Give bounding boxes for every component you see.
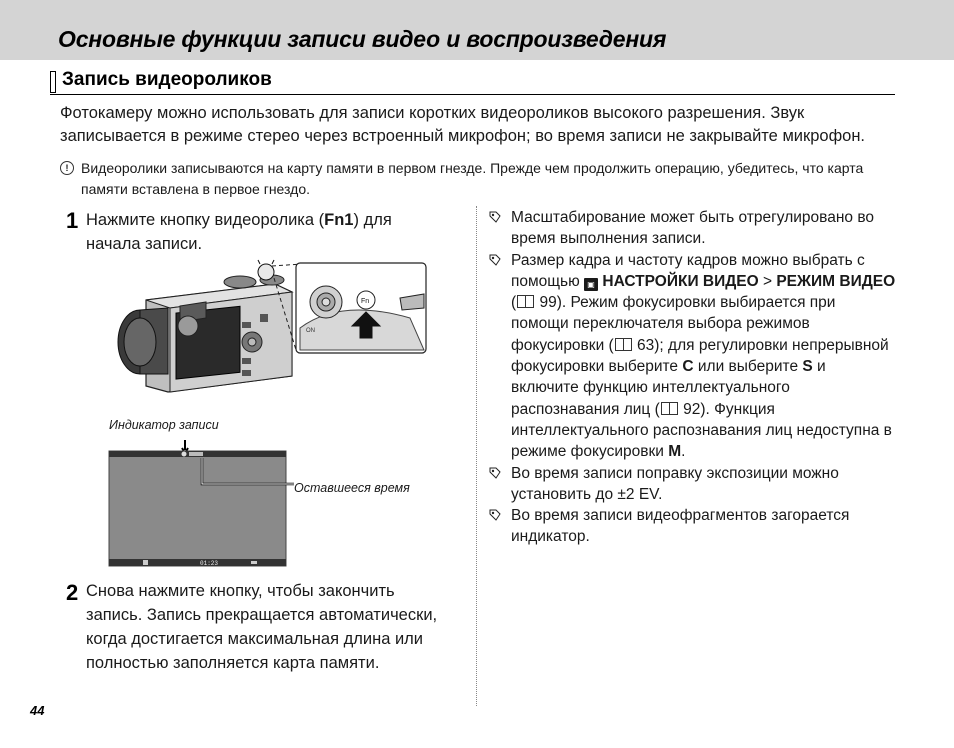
intro-paragraph: Фотокамеру можно использовать для записи коротких видеороликов высокого разрешения. Звук записывается в режиме стерео через встроенный микрофон; во время записи не закрывайте микрофон. — [60, 104, 866, 145]
tip-frame-size-text-7: . — [681, 443, 686, 461]
movie-menu-icon: ▣ — [584, 278, 598, 291]
tip-exposure — [489, 463, 897, 506]
recording-indicator-caption: Индикатор записи — [109, 418, 219, 432]
tip-zoom-text: Масштабирование может быть отрегулировано во время выполнения записи. — [511, 209, 874, 248]
tip-frame-size-text-3: ); для регулировки непрерывной фокусировки выберите — [511, 336, 889, 376]
step-1-text — [86, 208, 444, 256]
focus-mode-s: S — [802, 358, 813, 376]
remaining-time-caption: Оставшееся время — [294, 481, 410, 495]
tips-list — [489, 207, 897, 548]
tip-frame-size-text-5: и включите функцию интеллектуального распознавания лиц ( — [511, 358, 826, 418]
page-ref-icon — [517, 295, 534, 308]
page-number: 44 — [30, 703, 45, 718]
menu-movie-mode: РЕЖИМ ВИДЕО — [776, 272, 896, 290]
zoomed-inset — [296, 263, 426, 353]
section-marker — [50, 71, 56, 93]
focus-mode-m: M — [668, 443, 682, 461]
tip-icon — [489, 254, 501, 266]
tip-frame-size-text-6: ). Функция интеллектуального распознавания лиц недоступна в режиме фокусировки — [511, 400, 892, 461]
tip-frame-size: Размер кадра и частоту кадров можно выбрать с помощью ▣ НАСТРОЙКИ ВИДЕО > РЕЖИМ ВИДЕО ( 99). Режим фокусировки выбирается при помощи переключателя выбора режимов фокусировки ( 63); для регулировки непрерывной фокусировки выберите C или выберите S и включите функцию интеллектуального распознавания лиц ( 92). Функция интеллектуального распознавания лиц недоступна в режиме фокусировки M. — [489, 250, 897, 463]
page-ref-99: 99 — [539, 294, 557, 312]
tip-frame-size-text-1: Размер кадра и частоту кадров можно выбрать с помощью — [511, 251, 865, 290]
column-divider — [476, 206, 477, 706]
step-1-number: 1 — [66, 208, 79, 233]
tip-icon — [489, 467, 501, 479]
tip-exposure-text: Во время записи поправку экспозиции можно установить до ±2 EV. — [511, 464, 839, 503]
lcd-screen-illustration — [108, 438, 298, 590]
page-ref-63: 63 — [637, 336, 655, 354]
tip-icon — [489, 509, 501, 521]
chapter-title: Основные функции записи видео и воспроизведения — [58, 26, 667, 52]
lcd-remaining-time: 01:23 — [200, 560, 219, 567]
camera-illustration — [110, 258, 430, 398]
page-ref-icon — [661, 402, 678, 415]
caution-note-text: Видеоролики записываются на карту памяти в первом гнезде. Прежде чем продолжить операцию, убедитесь, что карта памяти вставлена в первое гнездо. — [81, 160, 864, 197]
focus-mode-c: C — [682, 358, 694, 376]
shutter-dial — [224, 276, 256, 288]
section-title: Запись видеороликов — [62, 69, 272, 90]
fn-button-label: Fn — [361, 298, 370, 305]
page-ref-icon — [615, 338, 632, 351]
camera-lens — [118, 308, 168, 374]
step-1-text-before: Нажмите кнопку видеоролика ( — [86, 211, 325, 229]
dial-on-label: ON — [306, 328, 315, 334]
step-2-text: Снова нажмите кнопку, чтобы закончить запись. Запись прекращается автоматически, когда достигается максимальная длина или полностью заполняется карта памяти. — [86, 582, 438, 672]
menu-movie-setup: НАСТРОЙКИ ВИДЕО — [602, 272, 759, 290]
fn1-button — [258, 264, 274, 280]
tip-indicator-text: Во время записи видеофрагментов загорается индикатор. — [511, 507, 850, 546]
recording-dot-icon — [182, 452, 187, 457]
caution-note — [60, 158, 900, 200]
tip-zoom — [489, 207, 897, 250]
step-1-text-after: ) для начала записи. — [86, 211, 392, 253]
tip-frame-size-text-4: или выберите — [693, 358, 803, 376]
tip-indicator — [489, 505, 897, 548]
step-2-number: 2 — [66, 580, 79, 605]
lcd-screen — [109, 451, 286, 566]
section-header — [50, 69, 895, 95]
menu-separator: > — [758, 272, 777, 290]
tip-icon — [489, 211, 501, 223]
page-ref-92: 92 — [683, 400, 701, 418]
caution-icon: ! — [60, 161, 74, 175]
tip-frame-size-text-2: ). Режим фокусировки выбирается при помощи переключателя выбора режимов фокусировки ( — [511, 294, 836, 354]
fn1-button-label: Fn1 — [324, 211, 354, 229]
